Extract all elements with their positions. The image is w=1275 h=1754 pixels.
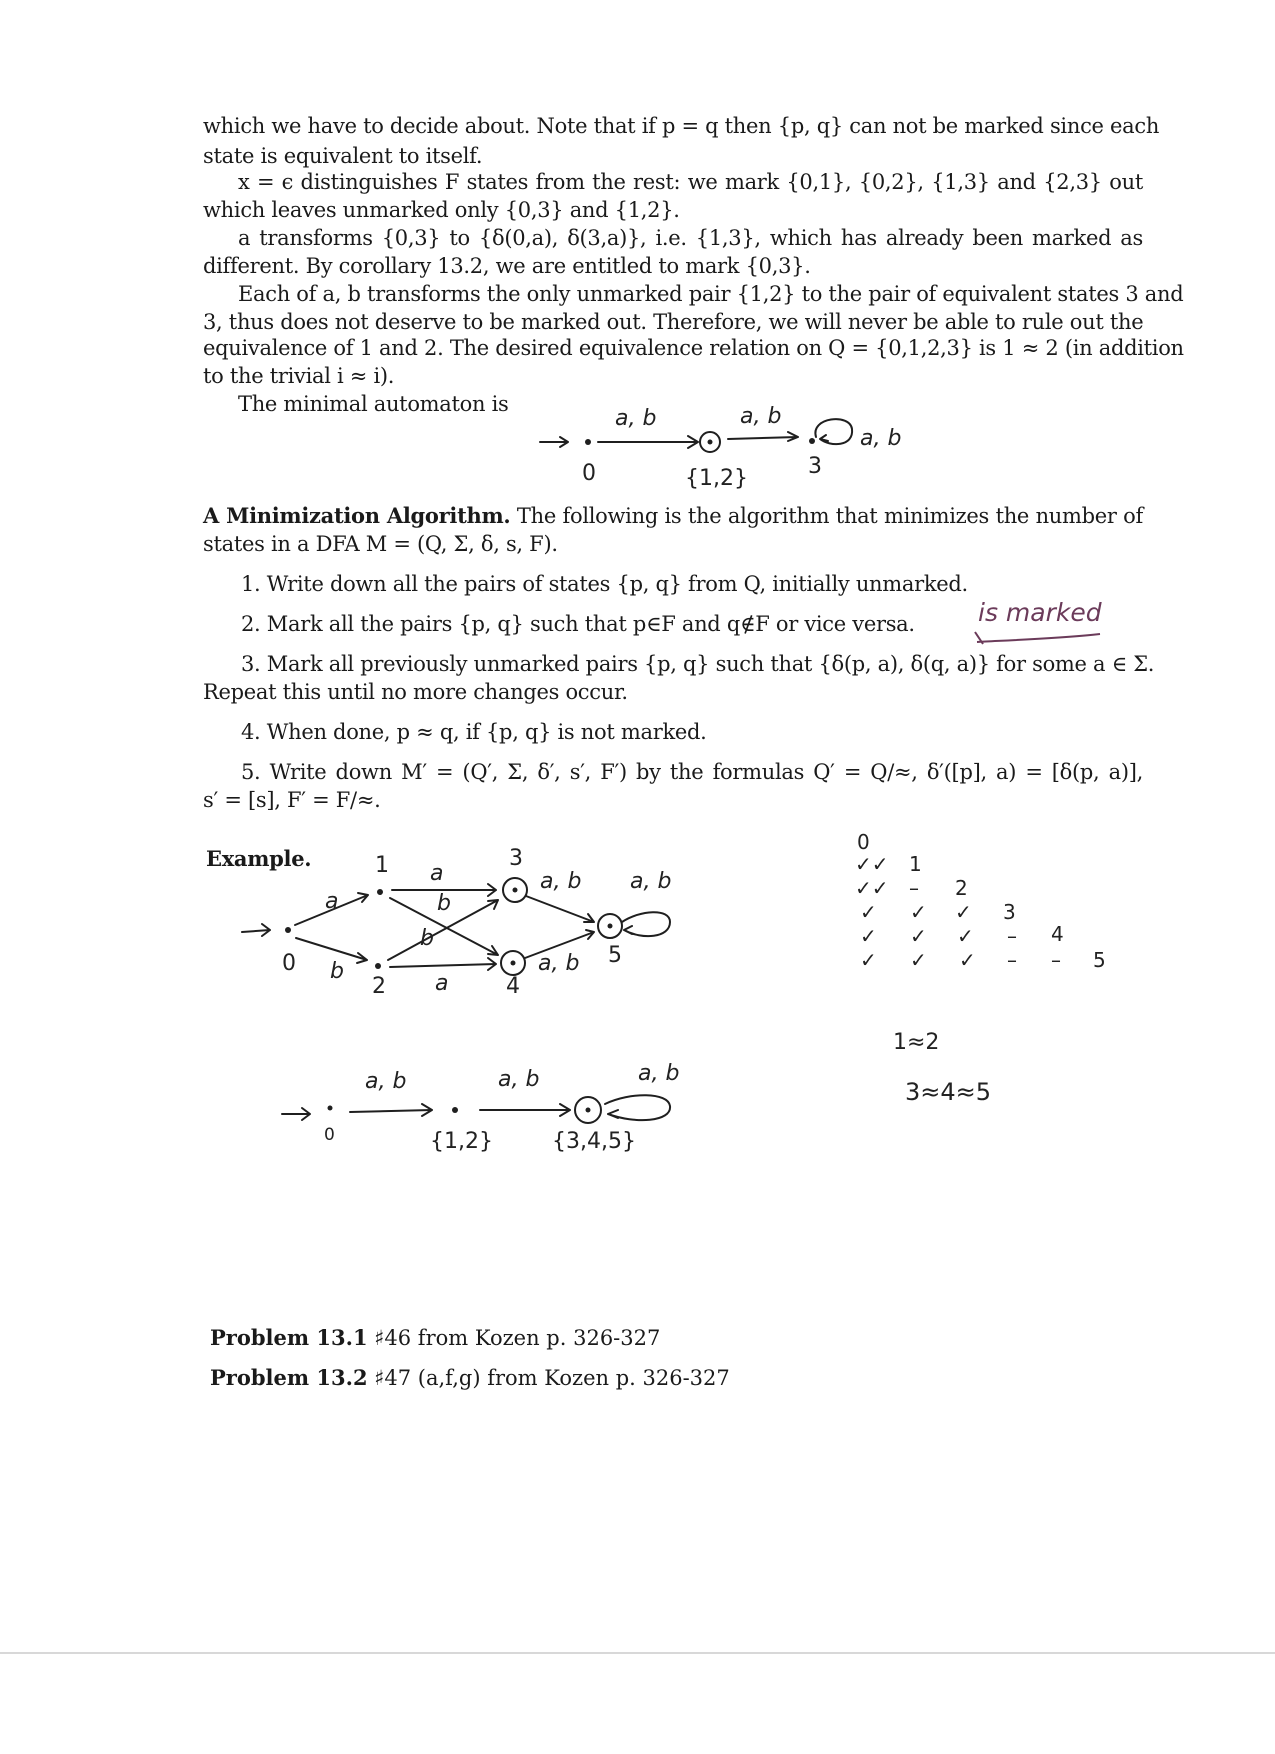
table-cell: – <box>909 876 919 900</box>
state-0 <box>585 439 591 445</box>
edge-0-12 <box>350 1104 432 1116</box>
minimal-automaton-diagram <box>530 395 930 495</box>
edge-0-12 <box>598 436 698 448</box>
problem-text: ♯46 from Kozen p. 326-327 <box>367 1326 661 1350</box>
table-cell: – <box>1007 948 1017 972</box>
edge-label: a <box>430 861 444 886</box>
annotation-underline <box>975 632 1105 652</box>
algorithm-step-2: 2. Mark all the pairs {p, q} such that p∈F and q∉F or vice versa. <box>241 612 915 636</box>
edge-label: b <box>330 959 344 984</box>
state-label: 5 <box>608 943 622 968</box>
table-cell: ✓ <box>910 948 927 972</box>
text-line: The minimal automaton is <box>238 392 509 416</box>
table-cell: ✓ <box>860 900 877 924</box>
start-arrow-icon <box>282 1108 310 1120</box>
state-label: 1 <box>375 853 389 878</box>
table-label: 2 <box>955 876 968 900</box>
state-label: 0 <box>324 1125 335 1145</box>
table-label: 5 <box>1093 948 1106 972</box>
edge-label: b <box>420 926 434 951</box>
start-arrow-icon <box>242 924 270 936</box>
edge-label: a, b <box>365 1069 407 1094</box>
table-cell: ✓ <box>957 924 974 948</box>
text-line: which leaves unmarked only {0,3} and {1,2}. <box>203 198 680 222</box>
state-label: 4 <box>506 974 520 999</box>
text-line: a transforms {0,3} to {δ(0,a), δ(3,a)}, i.e. {1,3}, which has already been marked as <box>238 226 1143 250</box>
text-line: state is equivalent to itself. <box>203 144 483 168</box>
edge-label: a, b <box>498 1067 540 1092</box>
state-label: {1,2} <box>685 466 748 491</box>
edge-12-345 <box>480 1104 570 1116</box>
marking-table <box>855 830 1135 1010</box>
table-cell: ✓✓ <box>855 852 889 876</box>
problem-13-2 <box>210 1364 730 1392</box>
table-cell: ✓ <box>860 924 877 948</box>
text-line: states in a DFA M = (Q, Σ, δ, s, F). <box>203 532 558 556</box>
algorithm-heading: A Minimization Algorithm. <box>203 503 511 528</box>
table-cell: ✓ <box>860 948 877 972</box>
table-cell: ✓ <box>959 948 976 972</box>
algorithm-step-5: 5. Write down M′ = (Q′, Σ, δ′, s′, F′) by the formulas Q′ = Q/≈, δ′([p], a) = [δ(p, a)], <box>241 760 1143 784</box>
problem-label: Problem 13.1 <box>210 1325 368 1350</box>
state-label: {3,4,5} <box>552 1129 636 1154</box>
algorithm-intro-text: The following is the algorithm that minimizes the number of <box>510 504 1144 528</box>
edge-3-5 <box>526 896 594 922</box>
text-line: s′ = [s], F′ = F/≈. <box>203 788 381 812</box>
text-line: which we have to decide about. Note that if p = q then {p, q} can not be marked since each <box>203 114 1160 138</box>
algorithm-step-1: 1. Write down all the pairs of states {p, q} from Q, initially unmarked. <box>241 572 968 596</box>
edge-label: b <box>437 891 451 916</box>
text-line: equivalence of 1 and 2. The desired equivalence relation on Q = {0,1,2,3} is 1 ≈ 2 (in addition <box>203 336 1184 360</box>
scan-edge-line <box>0 1652 1275 1654</box>
algorithm-step-3: 3. Mark all previously unmarked pairs {p, q} such that {δ(p, a), δ(q, a)} for some a ∈ Σ. <box>241 652 1155 676</box>
table-cell: ✓ <box>955 900 972 924</box>
table-cell: ✓ <box>910 900 927 924</box>
example-dfa-diagram <box>230 830 710 1000</box>
edge-2-4 <box>390 958 496 970</box>
edge-label: a, b <box>540 869 582 894</box>
state-label: 3 <box>808 454 822 479</box>
state-3 <box>809 438 815 444</box>
start-arrow-icon <box>540 437 568 447</box>
state-12 <box>452 1107 458 1113</box>
edge-label: a <box>435 971 449 996</box>
text-line: Repeat this until no more changes occur. <box>203 680 628 704</box>
state-label: 3 <box>509 846 523 871</box>
edge-label: a, b <box>538 951 580 976</box>
algorithm-intro <box>203 502 1143 530</box>
table-label: 3 <box>1003 900 1016 924</box>
problem-13-1 <box>210 1324 660 1352</box>
example-heading: Example. <box>206 846 312 871</box>
self-loop-3 <box>815 419 852 444</box>
state-1 <box>377 889 383 895</box>
table-cell: – <box>1051 948 1061 972</box>
table-cell: – <box>1007 924 1017 948</box>
table-cell: ✓ <box>910 924 927 948</box>
state-0 <box>328 1106 333 1111</box>
problem-label: Problem 13.2 <box>210 1365 368 1390</box>
state-0 <box>285 927 291 933</box>
self-loop-5 <box>622 912 670 936</box>
edge-label: a, b <box>615 406 657 431</box>
table-cell: ✓✓ <box>855 876 889 900</box>
edge-12-3 <box>728 432 798 441</box>
table-label: 1 <box>909 852 922 876</box>
state-label: {1,2} <box>430 1129 493 1154</box>
state-label: 2 <box>372 974 386 999</box>
edge-label: a, b <box>638 1061 680 1086</box>
text-line: to the trivial i ≈ i). <box>203 364 395 388</box>
algorithm-step-4: 4. When done, p ≈ q, if {p, q} is not marked. <box>241 720 707 744</box>
edge-label: a, b <box>630 869 672 894</box>
edge-label: a <box>325 889 339 914</box>
state-label: 0 <box>582 461 596 486</box>
edge-label: a, b <box>860 426 902 451</box>
text-line: x = ϵ distinguishes F states from the rest: we mark {0,1}, {0,2}, {1,3} and {2,3} out <box>238 170 1143 194</box>
self-loop-345 <box>605 1095 670 1120</box>
table-label: 0 <box>857 830 870 854</box>
equivalence-2: 3≈4≈5 <box>905 1078 992 1106</box>
handwritten-annotation: is marked <box>978 598 1102 627</box>
minimized-automaton-diagram <box>270 1050 730 1170</box>
edge-label: a, b <box>740 404 782 429</box>
text-line: Each of a, b transforms the only unmarked pair {1,2} to the pair of equivalent states 3 and <box>238 282 1184 306</box>
state-2 <box>375 963 381 969</box>
text-line: different. By corollary 13.2, we are entitled to mark {0,3}. <box>203 254 811 278</box>
table-label: 4 <box>1051 922 1064 946</box>
text-line: 3, thus does not deserve to be marked out. Therefore, we will never be able to rule out the <box>203 310 1144 334</box>
problem-text: ♯47 (a,f,g) from Kozen p. 326-327 <box>367 1366 730 1390</box>
equivalence-1: 1≈2 <box>893 1030 940 1055</box>
state-label: 0 <box>282 951 296 976</box>
